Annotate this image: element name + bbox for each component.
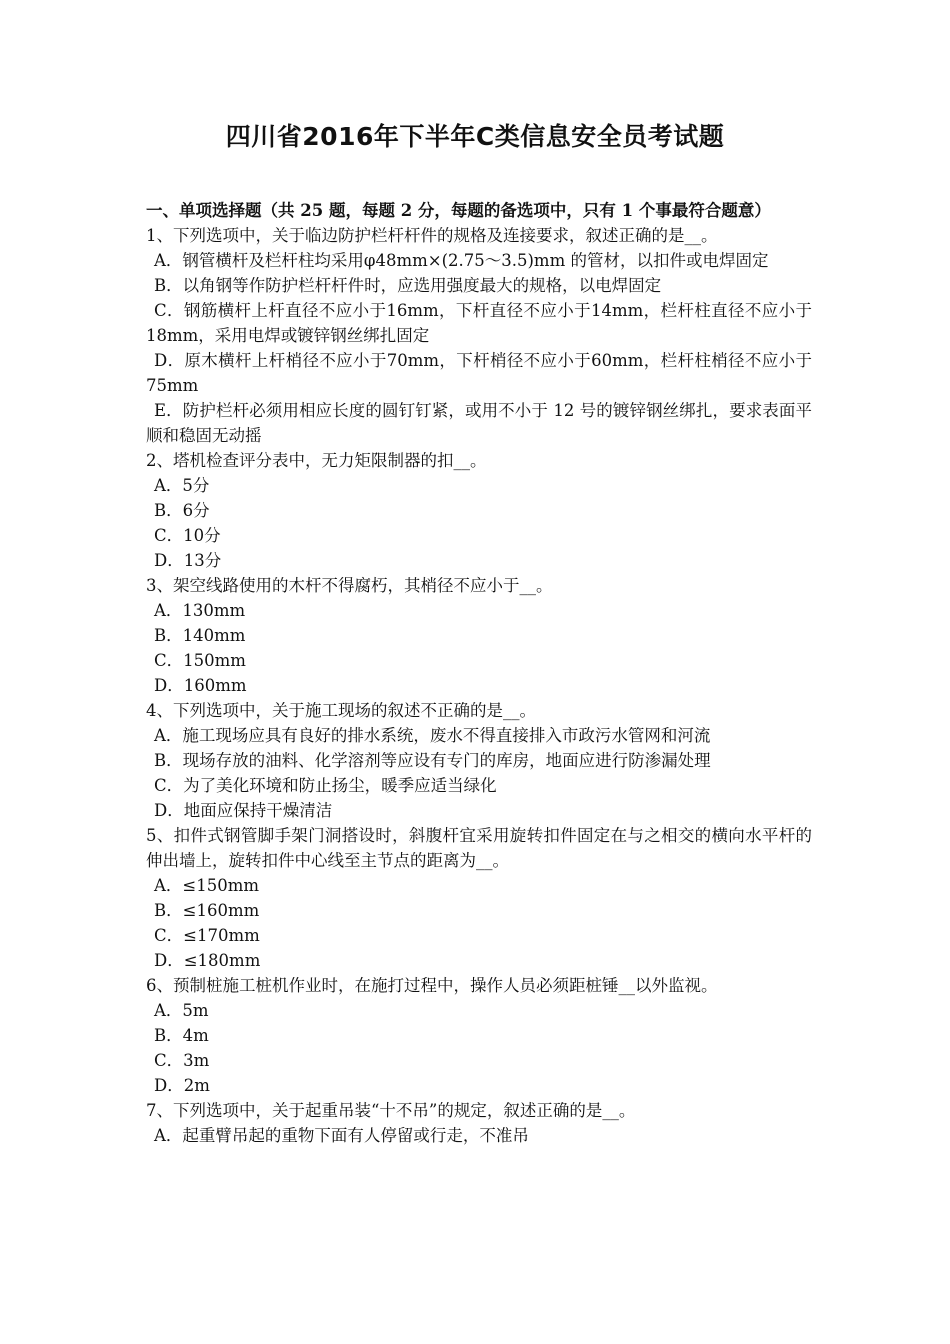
document-body: [146, 198, 812, 1148]
question-option: B．4m: [154, 1026, 209, 1045]
question-option: B．≤160mm: [154, 901, 260, 920]
question-option: D．地面应保持干燥清洁: [154, 801, 333, 820]
question-option: D．原木横杆上杆梢径不应小于70mm，下杆梢径不应小于60mm，栏杆柱梢径不应小于75mm: [146, 351, 812, 395]
question-option: D．2m: [154, 1076, 210, 1095]
question-option: A．130mm: [154, 601, 246, 620]
question-option: C．150mm: [154, 651, 246, 670]
question-option: A．5分: [154, 476, 210, 495]
question-option: A．施工现场应具有良好的排水系统，废水不得直接排入市政污水管网和河流: [154, 726, 711, 745]
question-option: C．≤170mm: [154, 926, 260, 945]
question-stem: 4、下列选项中，关于施工现场的叙述不正确的是__。: [146, 701, 536, 720]
question-option: B．140mm: [154, 626, 246, 645]
question-option: C．为了美化环境和防止扬尘，暖季应适当绿化: [154, 776, 497, 795]
document-title: 四川省2016年下半年C类信息安全员考试题: [225, 122, 725, 151]
question-option: B．6分: [154, 501, 210, 520]
question-option: D．≤180mm: [154, 951, 261, 970]
question-stem: 2、塔机检查评分表中，无力矩限制器的扣__。: [146, 451, 487, 470]
question-option: E．防护栏杆必须用相应长度的圆钉钉紧，或用不小于 12 号的镀锌钢丝绑扎，要求表面平顺和稳固无动摇: [146, 401, 812, 445]
question-option: B．现场存放的油料、化学溶剂等应设有专门的库房，地面应进行防渗漏处理: [154, 751, 711, 770]
question-stem: 3、架空线路使用的木杆不得腐朽，其梢径不应小于__。: [146, 576, 553, 595]
question-stem: 7、下列选项中，关于起重吊装“十不吊”的规定，叙述正确的是__。: [146, 1101, 636, 1120]
question-option: C．钢筋横杆上杆直径不应小于16mm，下杆直径不应小于14mm，栏杆柱直径不应小于18mm，采用电焊或镀锌钢丝绑扎固定: [146, 301, 812, 345]
question-option: B．以角钢等作防护栏杆杆件时，应选用强度最大的规格，以电焊固定: [154, 276, 662, 295]
question-option: A．≤150mm: [154, 876, 260, 895]
question-option: D．13分: [154, 551, 222, 570]
question-option: C．10分: [154, 526, 221, 545]
question-stem: 1、下列选项中，关于临边防护栏杆杆件的规格及连接要求，叙述正确的是__。: [146, 226, 718, 245]
question-option: A．5m: [154, 1001, 209, 1020]
question-stem: 6、预制桩施工桩机作业时，在施打过程中，操作人员必须距桩锤__以外监视。: [146, 976, 718, 995]
question-option: D．160mm: [154, 676, 247, 695]
section-heading: 一、单项选择题（共 25 题，每题 2 分，每题的备选项中，只有 1 个事最符合题意）: [146, 201, 771, 220]
question-stem: 5、扣件式钢管脚手架门洞搭设时，斜腹杆宜采用旋转扣件固定在与之相交的横向水平杆的伸出墙上，旋转扣件中心线至主节点的距离为__。: [146, 826, 812, 870]
question-option: C．3m: [154, 1051, 210, 1070]
question-option: A．起重臂吊起的重物下面有人停留或行走，不准吊: [154, 1126, 529, 1145]
question-option: A．钢管横杆及栏杆柱均采用φ48mm×(2.75～3.5)mm 的管材，以扣件或电焊固定: [154, 251, 769, 270]
